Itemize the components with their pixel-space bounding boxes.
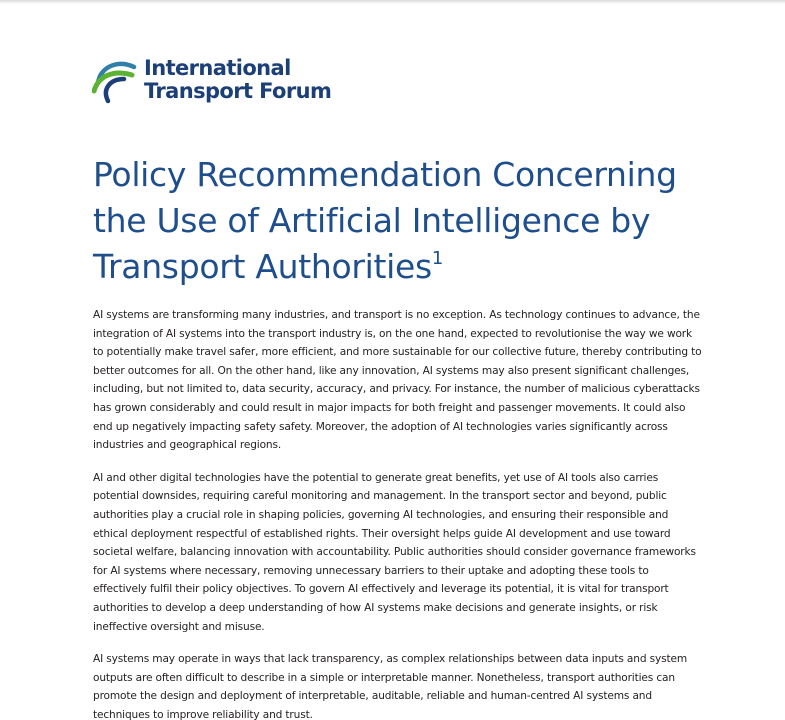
title-line-2: the Use of Artificial Intelligence by [93, 201, 651, 240]
paragraph-line: including, but not limited to, data security, accuracy, and privacy. For instance, the number of malicious cyberattacks [93, 383, 700, 396]
paragraph-line: AI systems may operate in ways that lack transparency, as complex relationships between data inputs and system [93, 653, 688, 666]
paragraph-line: for AI systems where necessary, removing unnecessary barriers to their uptake and adopting these tools to [93, 564, 649, 577]
paragraph-line: AI and other digital technologies have the potential to generate great benefits, yet use of AI tools also carries [93, 471, 659, 484]
title-line-3 [93, 244, 733, 290]
paragraph-line: societal welfare, balancing innovation with accountability. Public authorities should consider governance frameworks [93, 546, 696, 559]
paragraph-line: industries and geographical regions. [93, 439, 282, 452]
title-line-1: Policy Recommendation Concerning [93, 155, 677, 194]
paragraph-line: techniques to improve reliability and trust. [93, 708, 313, 720]
logo-wordmark [144, 57, 331, 103]
paragraph-line: AI systems are transforming many industries, and transport is no exception. As technology continues to advance, the [93, 309, 700, 321]
itf-logo [92, 55, 332, 105]
title-line-3-text: Transport Authorities [93, 247, 432, 286]
paragraph-2 [93, 469, 696, 636]
paragraph-3 [93, 650, 693, 720]
paragraph-line: potential downsides, requiring careful monitoring and management. In the transport sector and beyond, public [93, 490, 667, 503]
paragraph-line: outputs are often difficult to describe in a simple or interpretable manner. Nonetheless, transport authorities can [93, 671, 675, 684]
paragraph-line: better outcomes for all. On the other hand, like any innovation, AI systems may also present significant challenges, [93, 364, 690, 377]
paragraph-line: integration of AI systems into the transport industry is, on the one hand, expected to revolutionise the way we work [93, 327, 692, 340]
paragraph-line: ineffective oversight and misuse. [93, 620, 265, 633]
paragraph-line: end up negatively impacting safety safety. Moreover, the adoption of AI technologies varies significantly across [93, 420, 668, 433]
paragraph-line: to potentially make travel safer, more efficient, and more sustainable for our collective future, thereby contributing to [93, 346, 702, 359]
paragraph-line: effectively fulfil their policy objectives. To govern AI effectively and leverage its potential, it is vital for transport [93, 583, 669, 596]
footnote-reference[interactable]: 1 [431, 248, 444, 269]
paragraph-line: authorities to develop a deep understanding of how AI systems make decisions and generate insights, or risk [93, 601, 658, 614]
paragraph-line: ethical deployment respectful of established rights. Their oversight helps guide AI development and use toward [93, 527, 671, 540]
logo-line-2: Transport Forum [144, 79, 332, 103]
paragraph-line: promote the design and deployment of interpretable, auditable, reliable and human-centred AI systems and [93, 690, 652, 703]
logo-line-1: International [144, 56, 291, 80]
paragraph-1 [93, 306, 702, 455]
itf-logo-icon [92, 55, 142, 105]
paragraph-line: authorities play a crucial role in shaping policies, governing AI technologies, and ensuring their responsible and [93, 508, 669, 521]
page-top-edge [0, 0, 785, 4]
paragraph-line: has grown considerably and could result in major impacts for both freight and passenger movements. It could also [93, 401, 686, 414]
body-text [93, 306, 702, 720]
page-title [93, 152, 733, 290]
